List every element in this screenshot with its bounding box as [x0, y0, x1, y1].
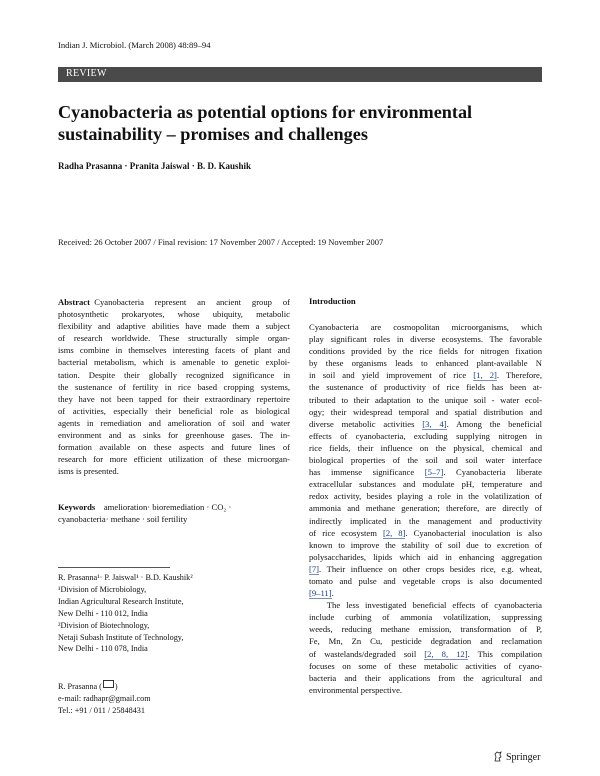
introduction-line: environmental perspective. — [309, 684, 403, 695]
abstract-line: isms combine in themselves interesting facets of plant and — [58, 345, 290, 356]
introduction-body — [309, 321, 542, 696]
contact-info — [58, 681, 290, 717]
section-label: REVIEW — [66, 68, 107, 79]
telephone: Tel.: +91 / 011 / 25848431 — [58, 705, 145, 715]
abstract-line: bacterial metabolism, which is amenable to genetic exploi- — [58, 357, 290, 368]
introduction-line: has immense significance [5–7]. Cyanobacteria liberate — [309, 467, 542, 478]
abstract-line: tation. Despite their globally recognized significance in — [58, 369, 290, 380]
envelope-icon — [103, 680, 114, 688]
introduction-line: Fe, Mn, Zn Cu, pesticide degradation and reclamation — [309, 636, 542, 647]
abstract-line: isms is presented. — [58, 466, 119, 477]
citation-link[interactable]: [2, 8] — [382, 527, 406, 538]
abstract-label: Abstract — [58, 297, 90, 307]
affiliation-line: Netaji Subash Institute of Technology, — [58, 632, 184, 642]
introduction-line: ammonia and methane generation; therefore, are directly of — [309, 503, 542, 514]
introduction-line: play significant roles in diverse ecosystems. The favorable — [309, 334, 542, 345]
abstract-line: formation available on these aspects and future lines of — [58, 442, 290, 453]
citation-link[interactable]: [9–11] — [309, 588, 332, 599]
introduction-line: Cyanobacteria are cosmopolitan microorganisms, which — [309, 322, 542, 332]
abstract-line: they have not been tapped for their extraordinary repertoire — [58, 393, 290, 404]
abstract-line: research for more efficient utilization of these microorgan- — [58, 454, 290, 465]
affiliation-line: R. Prasanna¹· P. Jaiswal¹ · B.D. Kaushik² — [58, 573, 193, 582]
title-line: sustainability – promises and challenges — [58, 124, 368, 144]
introduction-line: the sustenance of productivity of rice fields has been at- — [309, 382, 542, 393]
keywords-line: cyanobacteria· methane · soil fertility — [58, 514, 188, 525]
introduction-line: extracellular substances and modulate pH, temperature and — [309, 479, 542, 490]
abstract-line: environment and as sinks for greenhouse gases. The in- — [58, 430, 290, 441]
affiliation-line: ²Division of Biotechnology, — [58, 620, 150, 630]
section-banner — [58, 67, 542, 82]
corresponding-author: R. Prasanna ( ) — [58, 682, 118, 691]
abstract-line: agents in remediation and amelioration of soil and water — [58, 417, 290, 428]
introduction-line: indirectly implicated in the management and productivity — [309, 515, 542, 526]
authors: Radha Prasanna · Pranita Jaiswal · B. D. Kaushik — [58, 161, 252, 171]
affiliation-line: New Delhi - 110 012, India — [58, 608, 148, 618]
introduction-line: ogy; their widespread temporal and spatial distribution and — [309, 406, 542, 417]
citation-link[interactable]: [1, 2] — [473, 370, 497, 381]
affiliation-line: ¹Division of Microbiology, — [58, 584, 147, 594]
keywords — [58, 501, 290, 525]
introduction-line: [9–11]. — [309, 588, 334, 599]
received-dates: Received: 26 October 2007 / Final revision: 17 November 2007 / Accepted: 19 November 2007 — [58, 237, 384, 247]
article-title — [58, 101, 528, 145]
introduction-line: tributed to their adaptation to the unique soil - water ecol- — [309, 394, 542, 405]
abstract-line: flexibility and adaptive abilities have made them a subject — [58, 321, 290, 332]
affiliations — [58, 567, 290, 655]
introduction-line: include curbing of ammonia volatilization, suppressing — [309, 612, 542, 623]
title-line: Cyanobacteria as potential options for environmental — [58, 102, 473, 122]
introduction-line: polysaccharides, lipids which aid in enhancing aggregation — [309, 551, 542, 562]
introduction-line: by these organisms leads to enhanced plant-available N — [309, 358, 542, 369]
affiliation-line: New Delhi - 110 078, India — [58, 644, 148, 654]
introduction-line: of rice ecosystem [2, 8]. Cyanobacterial inoculation is also — [309, 527, 542, 538]
introduction-line: bacteria and their applications from the agricultural and — [309, 672, 542, 683]
keywords-line: Keywords amelioration· bioremediation · CO₂ · — [58, 502, 232, 512]
email: e-mail: radhapr@gmail.com — [58, 693, 151, 703]
springer-horse-icon — [493, 751, 503, 762]
introduction-line: biological properties of the soil and soil water interface — [309, 455, 542, 466]
keywords-label: Keywords — [58, 502, 96, 512]
citation-link[interactable]: [5–7] — [424, 467, 444, 478]
introduction-line: weeds, reducing methane emission, transformation of P, — [309, 624, 542, 635]
journal-citation: Indian J. Microbiol. (March 2008) 48:89–94 — [58, 40, 211, 50]
introduction-line: focuses on some of these metabolic activities of cyano- — [309, 660, 542, 671]
introduction-line: known to improve the stability of soil due to excretion of — [309, 539, 542, 550]
section-heading-introduction: Introduction — [309, 296, 356, 306]
introduction-line: of wastelands/degraded soil [2, 8, 12]. This compilation — [309, 648, 542, 659]
introduction-line: in soil and yield improvement of rice [1, 2]. Therefore, — [309, 370, 542, 381]
citation-link[interactable]: [7] — [309, 563, 320, 574]
abstract — [58, 296, 290, 477]
abstract-line: photosynthetic prokaryotes, whose ubiquity, metabolic — [58, 309, 290, 320]
introduction-line: effects of cyanobacteria, excluding supplying nitrogen in — [309, 430, 542, 441]
introduction-line: [7]. Their influence on other crops besides rice, e.g. wheat, — [309, 563, 542, 574]
introduction-line: tomato and pulse and vegetable crops is also documented — [309, 575, 542, 586]
citation-link[interactable]: [2, 8, 12] — [424, 648, 468, 659]
introduction-line: conditions provided by the rice fields for nitrogen fixation — [309, 346, 542, 357]
abstract-line: Abstract Cyanobacteria represent an ancient group of — [58, 297, 290, 307]
abstract-line: of activities, especially their beneficial role as biological — [58, 405, 290, 416]
affiliation-line: Indian Agricultural Research Institute, — [58, 596, 184, 606]
introduction-line: diverse metabolic activities [3, 4]. Among the beneficial — [309, 418, 542, 429]
introduction-line: The less investigated beneficial effects of cyanobacteria — [309, 600, 542, 611]
abstract-line: of research worldwide. These structurally simple organ- — [58, 333, 290, 344]
citation-link[interactable]: [3, 4] — [422, 418, 447, 429]
introduction-line: redox activity, besides playing a role in the volatilization of — [309, 491, 542, 502]
publisher-logo: Springer — [493, 751, 540, 763]
footnote-divider — [58, 567, 170, 568]
introduction-line: rice fields, their influence on the physical, chemical and — [309, 442, 542, 453]
abstract-line: the sustenance of fertility in rice based cropping systems, — [58, 381, 290, 392]
